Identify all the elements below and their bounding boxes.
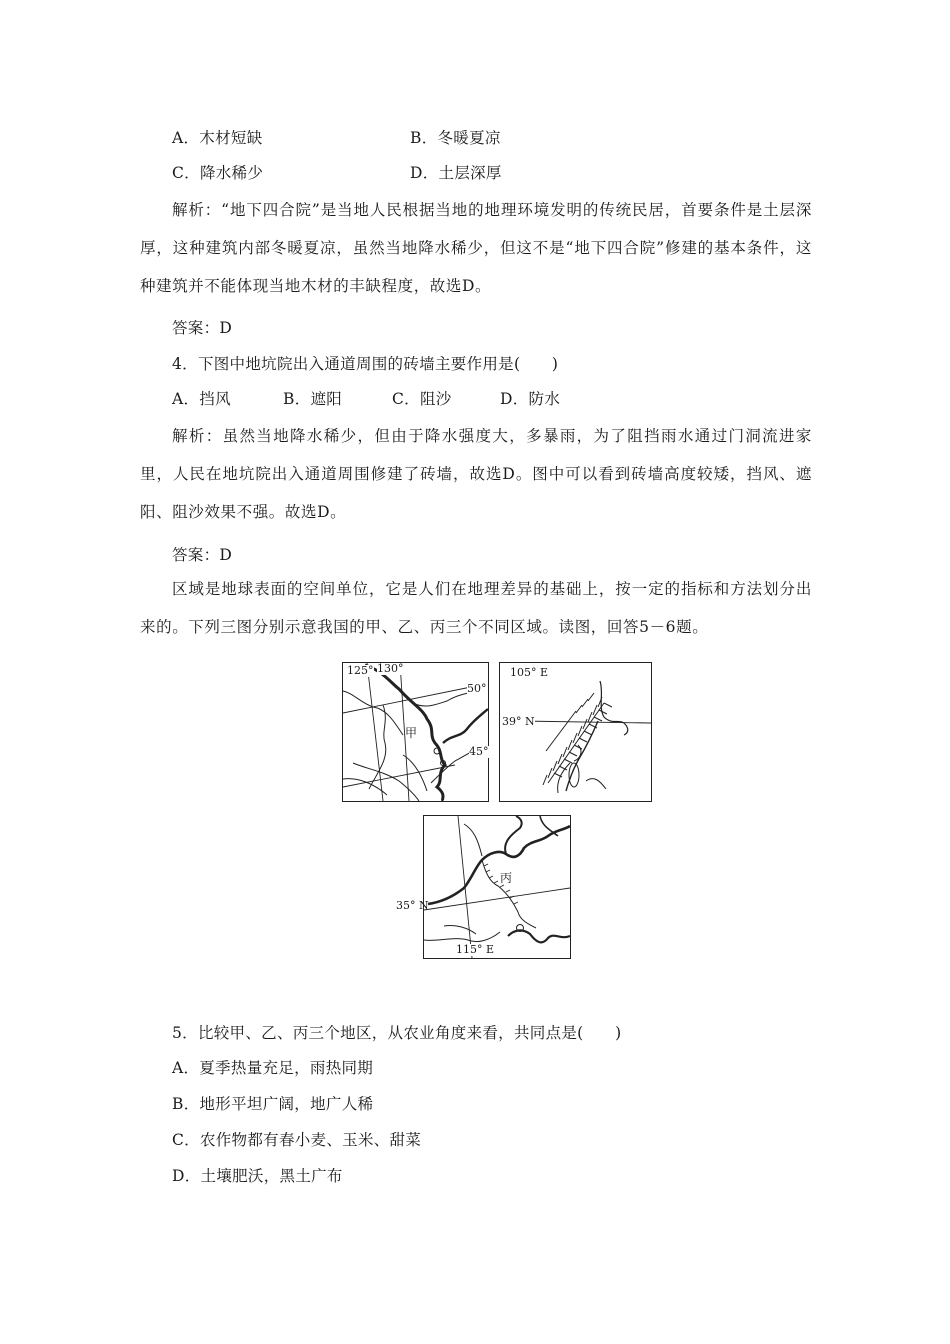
map-jia — [342, 662, 489, 802]
q4-option-d: D．防水 — [500, 390, 561, 408]
map-bing-region-label: 丙 — [500, 871, 513, 885]
map-yi-lon-label: 105° E — [510, 666, 549, 679]
q3-option-d: D．土层深厚 — [410, 164, 502, 182]
region-intro: 区域是地球表面的空间单位，它是人们在地理差异的基础上，按一定的指标和方法划分出来的。下列三图分别示意我国的甲、乙、丙三个不同区域。读图，回答5－6题。 — [140, 580, 812, 636]
map-yi — [499, 662, 652, 802]
q5-question: 5．比较甲、乙、丙三个地区，从农业角度来看，共同点是( ) — [172, 1024, 622, 1042]
map-bing-lat-label: 35° N — [396, 899, 429, 912]
map-jia-region-label: 甲 — [405, 726, 418, 740]
q3-option-b: B．冬暖夏凉 — [410, 129, 501, 147]
q3-answer: 答案：D — [172, 319, 233, 337]
q5-option-d: D．土壤肥沃，黑土广布 — [172, 1167, 343, 1185]
map-jia-lon1-label: 125° — [347, 664, 374, 677]
map-yi-lines — [500, 663, 651, 801]
map-bing — [396, 815, 571, 959]
q4-option-a: A．挡风 — [172, 390, 231, 408]
q5-option-c: C．农作物都有春小麦、玉米、甜菜 — [172, 1131, 422, 1149]
q4-option-c: C．阻沙 — [392, 390, 452, 408]
q3-option-a: A．木材短缺 — [172, 129, 263, 147]
map-bing-lon-label: 115° E — [456, 943, 495, 956]
map-jia-lon2-label: 130° — [377, 662, 404, 675]
map-jia-lat2-label: 45° — [469, 745, 489, 758]
q5-option-a: A．夏季热量充足，雨热同期 — [172, 1059, 374, 1077]
q4-option-b: B．遮阳 — [283, 390, 343, 408]
q3-option-c: C．降水稀少 — [172, 164, 264, 182]
map-bing-lines — [424, 816, 570, 958]
q4-answer: 答案：D — [172, 546, 233, 564]
q5-option-b: B．地形平坦广阔，地广人稀 — [172, 1095, 374, 1113]
q4-question: 4．下图中地坑院出入通道周围的砖墙主要作用是( ) — [172, 355, 559, 373]
q3-analysis: 解析：“地下四合院”是当地人民根据当地的地理环境发明的传统民居，首要条件是土层深厚，这种建筑内部冬暖夏凉，虽然当地降水稀少，但这不是“地下四合院”修建的基本条件，这种建筑并不能体现当地木材的丰缺程度，故选D。 — [140, 201, 812, 295]
map-yi-lat-label: 39° N — [502, 715, 535, 728]
q4-analysis: 解析：虽然当地降水稀少，但由于降水强度大，多暴雨，为了阻挡雨水通过门洞流进家里，人民在地坑院出入通道周围修建了砖墙，故选D。图中可以看到砖墙高度较矮，挡风、遮阳、阻沙效果不强。故选D。 — [140, 427, 812, 521]
map-jia-lat1-label: 50° — [467, 682, 487, 695]
